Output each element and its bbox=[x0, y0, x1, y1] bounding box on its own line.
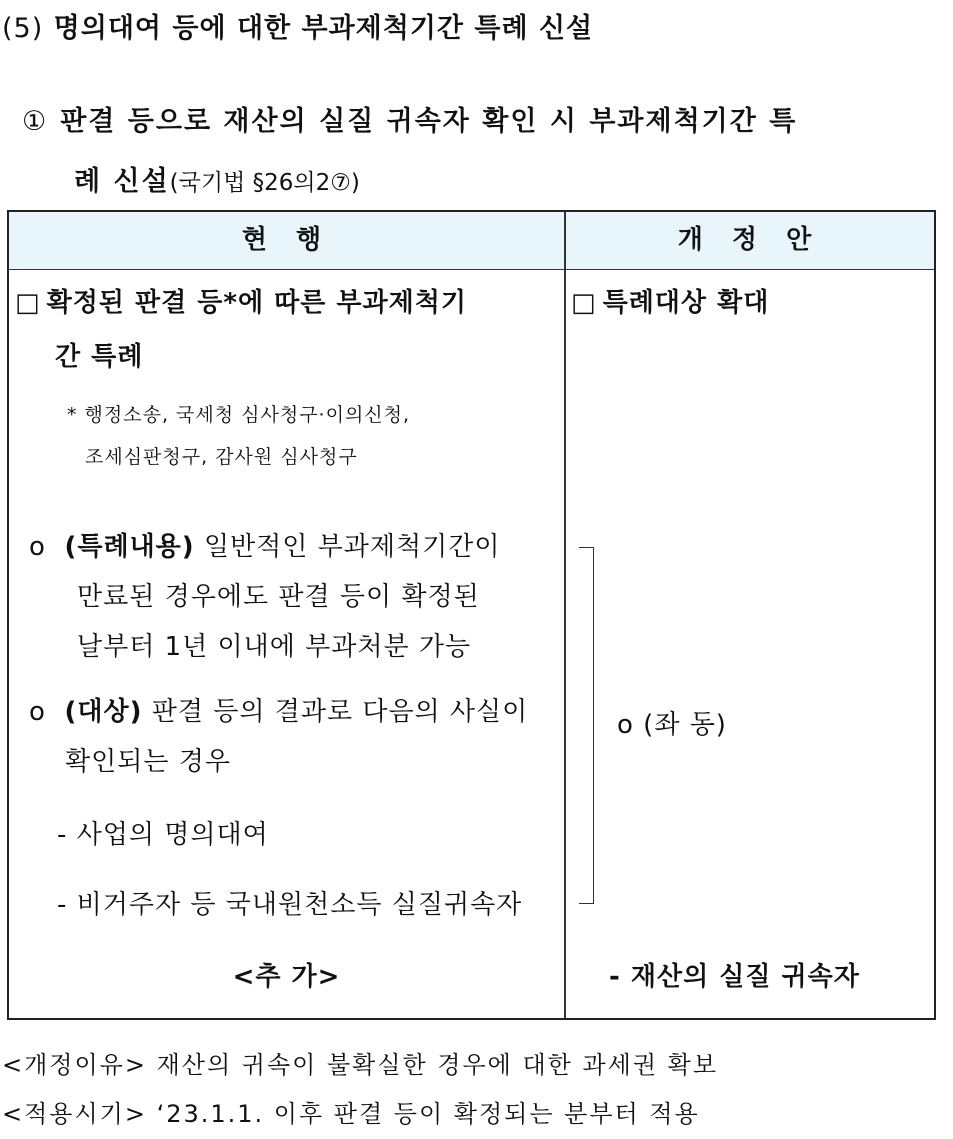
effective-date: <적용시기> ‘23.1.1. 이후 판결 등이 확정되는 분부터 적용 bbox=[2, 1100, 700, 1128]
footnote-line2: 조세심판청구, 감사원 심사청구 bbox=[85, 446, 358, 468]
current-dash-1: - 사업의 명의대여 bbox=[57, 820, 269, 850]
footnote-line1: * 행정소송, 국세청 심사청구·이의신청, bbox=[67, 404, 411, 426]
subsection-marker: ① bbox=[22, 106, 49, 137]
bullet-circle-icon: o bbox=[29, 532, 46, 562]
bullet-circle-icon: o bbox=[29, 697, 46, 727]
current-bullet-content bbox=[29, 522, 559, 672]
checkbox-square-icon: □ bbox=[15, 288, 41, 318]
same-as-left-bracket bbox=[579, 547, 594, 904]
bullet1-line1 bbox=[29, 522, 559, 572]
bullet2-line1 bbox=[29, 687, 559, 737]
subsection-title-line1: 판결 등으로 재산의 실질 귀속자 확인 시 부과제척기간 특 bbox=[60, 106, 798, 137]
current-addition-label: <추 가> bbox=[232, 962, 341, 992]
subsection-title-line2: 례 신설 bbox=[74, 166, 170, 197]
law-reference: (국기법 §26의2⑦) bbox=[169, 170, 360, 196]
comparison-table bbox=[7, 210, 936, 1020]
proposed-addition: - 재산의 실질 귀속자 bbox=[609, 962, 860, 992]
amendment-reason: <개정이유> 재산의 귀속이 불확실한 경우에 대한 과세권 확보 bbox=[2, 1051, 719, 1079]
current-box-line1-wrap bbox=[15, 276, 560, 330]
checkbox-square-icon: □ bbox=[571, 288, 597, 318]
section-title: 명의대여 등에 대한 부과제척기간 특례 신설 bbox=[53, 13, 594, 44]
proposed-box-text: 특례대상 확대 bbox=[602, 288, 770, 318]
bullet1-label: (특례내용) bbox=[64, 532, 195, 562]
bullet1-text3: 날부터 1년 이내에 부과처분 가능 bbox=[77, 632, 472, 662]
bullet1-text2: 만료된 경우에도 판결 등이 확정된 bbox=[77, 582, 480, 612]
header-proposed: 개 정 안 bbox=[677, 225, 822, 255]
bullet1-text1: 일반적인 부과제척기간이 bbox=[194, 532, 501, 562]
subsection-heading bbox=[22, 92, 947, 213]
current-box-line2: 간 특례 bbox=[55, 342, 144, 372]
current-box-item bbox=[15, 276, 560, 384]
section-heading bbox=[2, 6, 593, 45]
current-dash-2: - 비거주자 등 국내원천소득 실질귀속자 bbox=[57, 890, 523, 920]
table-header bbox=[9, 212, 934, 270]
column-divider bbox=[564, 212, 566, 1018]
proposed-box-item bbox=[571, 276, 931, 330]
bullet2-text1: 판결 등의 결과로 다음의 사실이 bbox=[142, 697, 529, 727]
current-box-line1: 확정된 판결 등*에 따른 부과제척기 bbox=[46, 288, 468, 318]
bullet2-text2: 확인되는 경우 bbox=[65, 747, 231, 777]
bullet2-label: (대상) bbox=[64, 697, 143, 727]
header-current: 현 행 bbox=[241, 225, 332, 255]
subsection-title-line2-wrap bbox=[22, 152, 947, 213]
proposed-same-as-left: o (좌 동) bbox=[617, 710, 727, 740]
current-footnote bbox=[67, 394, 557, 478]
section-number: (5) bbox=[2, 13, 44, 44]
current-bullet-target bbox=[29, 687, 559, 787]
